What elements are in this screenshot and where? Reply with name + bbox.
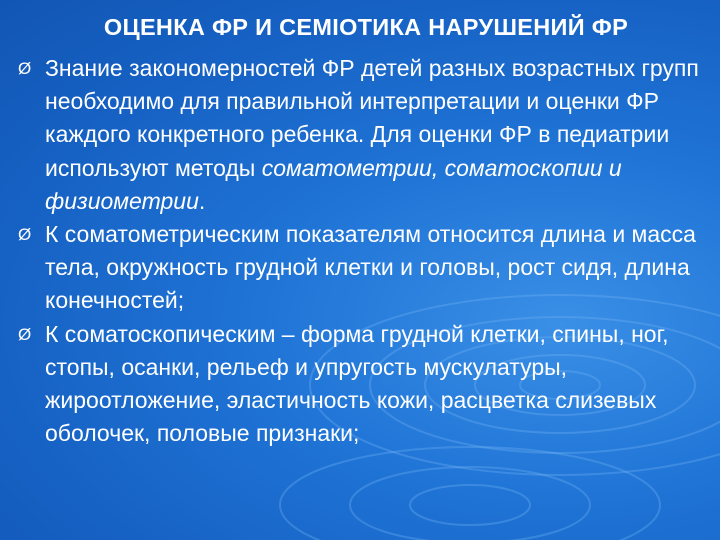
- bullet-item: [18, 318, 708, 451]
- bullet-text: К соматометрическим показателям относится длина и масса тела, окружность грудной клетки и головы, рост сидя, длина конечностей;: [45, 221, 696, 314]
- arrow-bullet-icon: Ø: [18, 324, 32, 344]
- bullet-italic-text: соматометрии, соматоскопии: [261, 154, 603, 181]
- slide-title: ОЦЕНКА ФР И СЕМІОТИКА НАРУШЕНИЙ ФР: [103, 14, 629, 40]
- bullet-text: Знание закономерностей ФР детей разных возрастных групп необходимо для правильной интерпретации и оценки ФР каждого конкретного ребенка. Для оценки ФР в педиатрии используют методы: [45, 55, 699, 181]
- bullet-text: К соматоскопическим – форма грудной клетки, спины, ног, стопы, осанки, рельеф и упругость мускулатуры, жироотложение, эластичность кожи, расцветка слизевых оболочек, половые признаки;: [45, 320, 669, 447]
- bullet-italic-text: и физиометрии: [45, 154, 622, 214]
- bullet-item: [18, 52, 708, 218]
- arrow-bullet-icon: Ø: [18, 59, 32, 78]
- bullet-item: [18, 218, 708, 318]
- bullet-list: [18, 52, 708, 450]
- arrow-bullet-icon: Ø: [18, 225, 32, 245]
- bullet-text-tail: .: [198, 187, 206, 214]
